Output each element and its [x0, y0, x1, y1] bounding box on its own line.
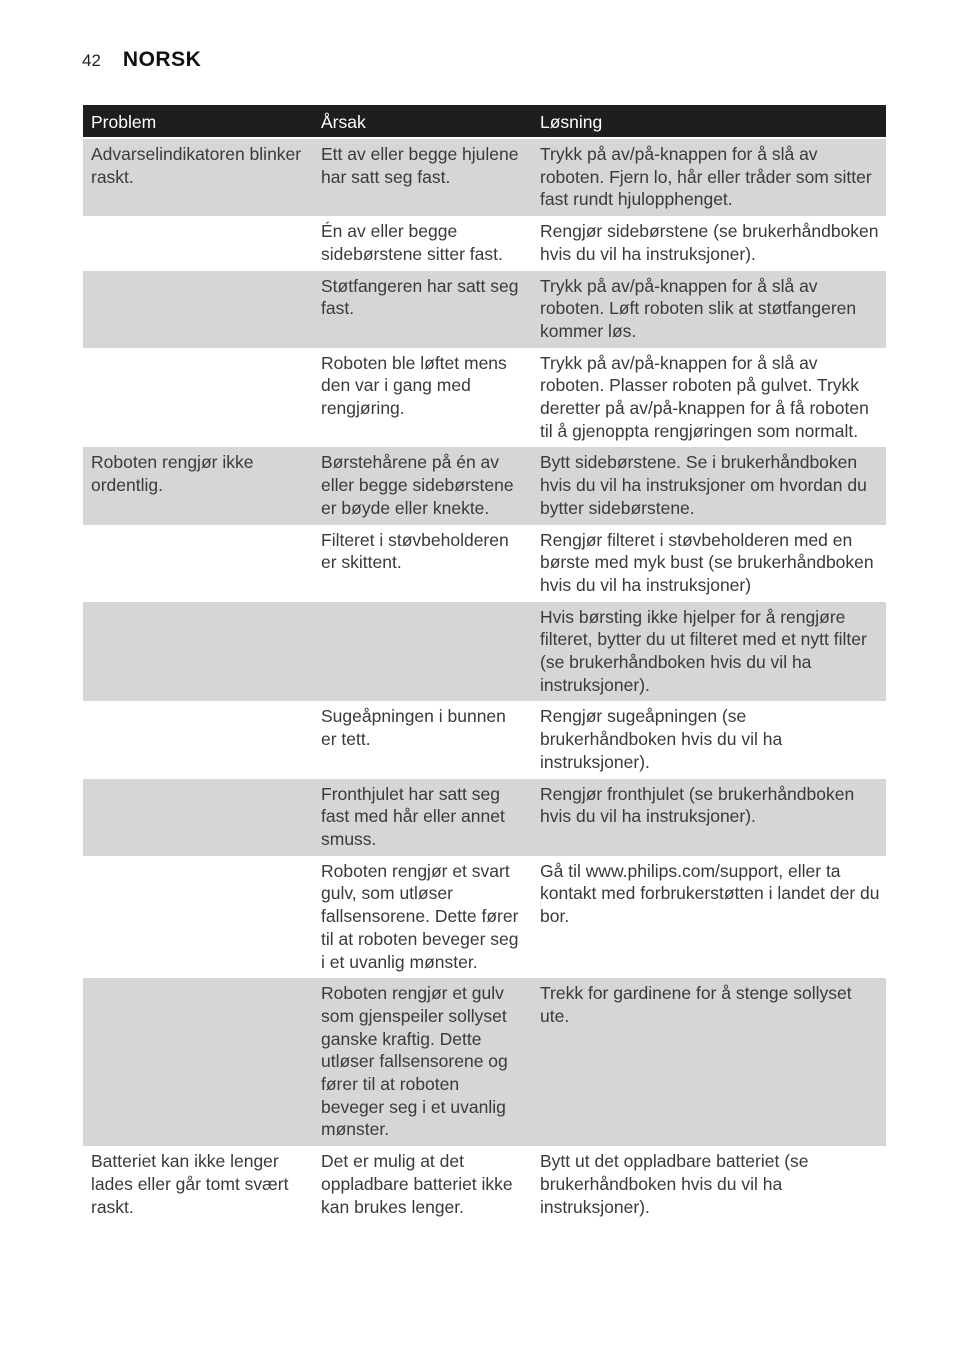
problem-cell — [83, 348, 313, 448]
problem-cell — [83, 271, 313, 348]
solution-cell: Trykk på av/på-knappen for å slå av roboten. Fjern lo, hår eller tråder som sitter fast rundt hjulopphenget. — [532, 139, 886, 216]
table-body — [83, 139, 886, 1223]
column-header-problem: Problem — [83, 105, 313, 137]
table-row — [83, 1146, 886, 1223]
page-header — [82, 48, 201, 72]
problem-cell — [83, 701, 313, 778]
table-row — [83, 139, 886, 216]
table-row — [83, 978, 886, 1146]
column-header-cause: Årsak — [313, 105, 532, 137]
table-row — [83, 525, 886, 602]
language-heading: NORSK — [122, 48, 202, 71]
solution-cell: Rengjør fronthjulet (se brukerhåndboken hvis du vil ha instruksjoner). — [532, 779, 886, 856]
problem-cell — [83, 779, 313, 856]
solution-cell: Trykk på av/på-knappen for å slå av roboten. Plasser roboten på gulvet. Trykk deretter på av/på-knappen for å få roboten til å gjenoppta rengjøringen som normalt. — [540, 352, 869, 441]
cause-cell: Børstehårene på én av eller begge sidebørstene er bøyde eller knekte. — [313, 447, 532, 524]
page-number: 42 — [82, 51, 101, 70]
solution-cell: Bytt sidebørstene. Se i brukerhåndboken hvis du vil ha instruksjoner om hvordan du bytter sidebørstene. — [532, 447, 886, 524]
cause-cell: Roboten rengjør et svart gulv, som utløser fallsensorene. Dette fører til at roboten beveger seg i et uvanlig mønster. — [321, 860, 519, 972]
problem-cell — [83, 856, 313, 979]
problem-cell — [83, 525, 313, 602]
problem-cell — [83, 602, 313, 702]
solution-cell: Trykk på av/på-knappen for å slå av roboten. Løft roboten slik at støtfangeren kommer løs. — [532, 271, 886, 348]
cause-cell: Én av eller begge sidebørstene sitter fast. — [321, 221, 503, 264]
problem-cell: Batteriet kan ikke lenger lades eller går tomt svært raskt. — [91, 1151, 289, 1217]
solution-cell: Gå til www.philips.com/support, eller ta kontakt med forbrukerstøtten i landet der du bor. — [540, 860, 880, 927]
table-row — [83, 779, 886, 856]
cause-cell: Støtfangeren har satt seg fast. — [313, 271, 532, 348]
cause-cell — [313, 602, 532, 702]
cause-cell: Roboten ble løftet mens den var i gang med rengjøring. — [321, 352, 507, 419]
solution-cell: Rengjør filteret i støvbeholderen med en børste med myk bust (se brukerhåndboken hvis du vil ha instruksjoner) — [540, 529, 874, 595]
problem-cell: Roboten rengjør ikke ordentlig. — [83, 447, 313, 524]
table-row — [83, 701, 886, 778]
solution-cell: Trekk for gardinene for å stenge sollyset ute. — [532, 978, 886, 1146]
troubleshooting-table — [83, 105, 886, 1223]
problem-cell — [83, 978, 313, 1146]
cause-cell: Sugeåpningen i bunnen er tett. — [321, 706, 506, 750]
table-row — [83, 216, 886, 270]
column-header-solution: Løsning — [532, 105, 886, 137]
table-header-row — [83, 105, 886, 137]
table-row — [83, 447, 886, 524]
problem-cell — [83, 216, 313, 270]
table-row — [83, 348, 886, 448]
cause-cell: Det er mulig at det oppladbare batteriet ikke kan brukes lenger. — [321, 1151, 513, 1217]
table-row — [83, 271, 886, 348]
solution-cell: Bytt ut det oppladbare batteriet (se brukerhåndboken hvis du vil ha instruksjoner). — [540, 1151, 809, 1217]
problem-cell: Advarselindikatoren blinker raskt. — [83, 139, 313, 216]
table-row — [83, 856, 886, 979]
cause-cell: Roboten rengjør et gulv som gjenspeiler sollyset ganske kraftig. Dette utløser fallsensorene og fører til at roboten beveger seg i et uvanlig mønster. — [313, 978, 532, 1146]
solution-cell: Rengjør sugeåpningen (se brukerhåndboken hvis du vil ha instruksjoner). — [540, 706, 783, 772]
solution-cell: Hvis børsting ikke hjelper for å rengjøre filteret, bytter du ut filteret med et nytt filter (se brukerhåndboken hvis du vil ha instruksjoner). — [532, 602, 886, 702]
solution-cell: Rengjør sidebørstene (se brukerhåndboken hvis du vil ha instruksjoner). — [540, 221, 879, 264]
table-row — [83, 602, 886, 702]
cause-cell: Fronthjulet har satt seg fast med hår eller annet smuss. — [313, 779, 532, 856]
cause-cell: Filteret i støvbeholderen er skittent. — [321, 529, 509, 573]
cause-cell: Ett av eller begge hjulene har satt seg fast. — [313, 139, 532, 216]
